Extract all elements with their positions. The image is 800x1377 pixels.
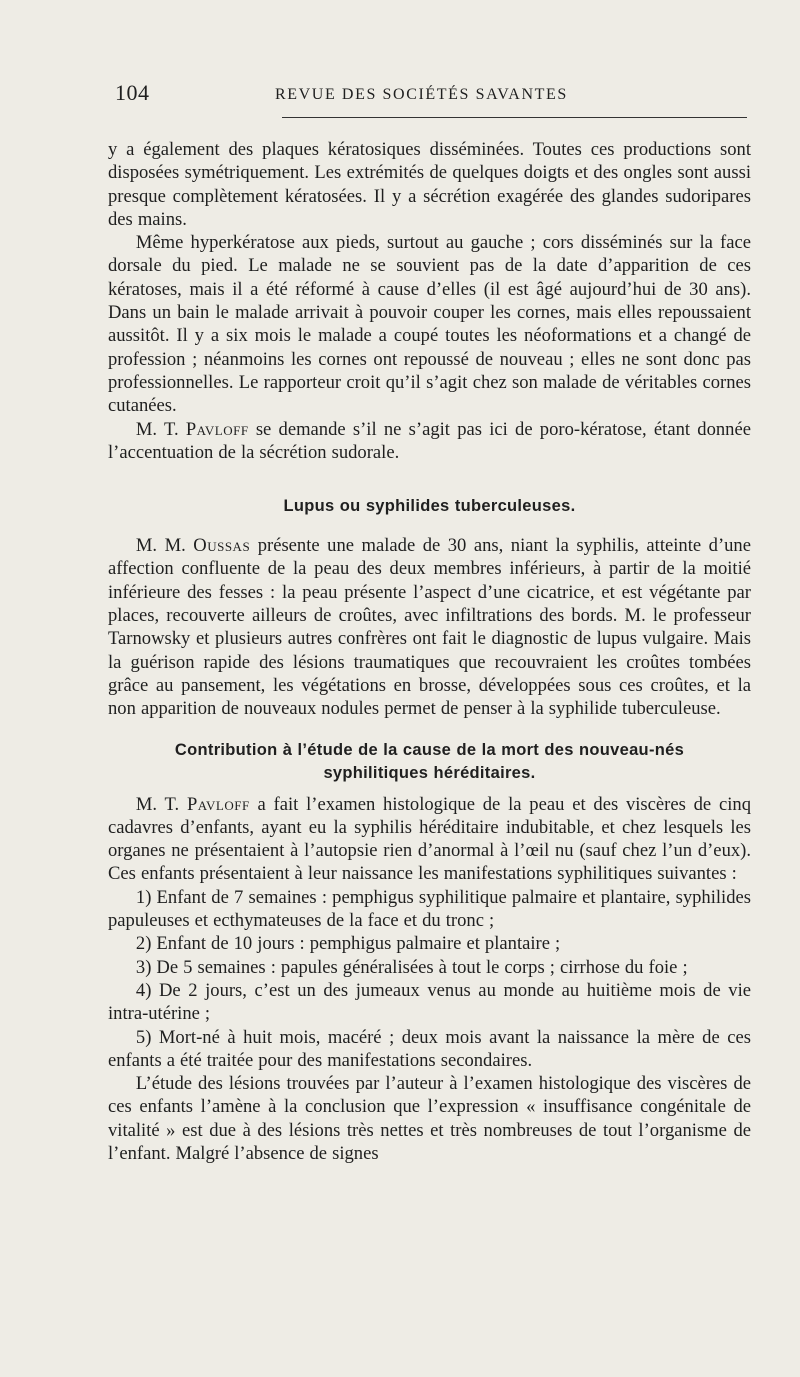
section-title-lupus: Lupus ou syphilides tuberculeuses.: [283, 497, 576, 516]
header-rule: [282, 117, 747, 118]
speaker-prefix: M. M.: [135, 535, 186, 557]
paragraph-3: [108, 418, 751, 465]
paragraph-4: [108, 534, 751, 720]
paragraph-2: Même hyperkératose aux pieds, surtout au gauche ; cors disséminés sur la face dorsale du pied. Le malade ne se souvient pas de la date d’apparition de ces kératoses, mais il a été réformé à cause d’elles (il est âgé aujourd’hui de 30 ans). Dans un bain le malade arrivait à pouvoir couper les cornes, mais elles repoussaient aussitôt. Il y a six mois le malade a coupé toutes les néoformations et a changé de profession ; néanmoins les cornes ont repoussé de nouveau ; elles ne sont donc pas professionnelles. Le rapporteur croit qu’il s’agit chez son malade de véritables cornes cutanées.: [108, 232, 751, 417]
paragraph-4-text: présente une malade de 30 ans, niant la syphilis, atteinte d’une affection confluente de la peau des deux membres inférieurs, à partir de la moitié inférieure des fesses : la peau présente l’aspect d’une cicatrice, et est végétante par places, recouverte ailleurs de croûtes, avec infiltrations des bords. M. le professeur Tarnowsky et plusieurs autres confrères ont fait le diagnostic de lupus vulgaire. Mais la guérison rapide des lésions traumatiques que recouvraient les croûtes tombées grâce au pansement, les végétations en brosse, développées sous ces croûtes, et la non apparition de nouveaux nodules permet de penser à la syphilide tuberculeuse.: [108, 535, 751, 720]
list-item: 3) De 5 semaines : papules généralisées à tout le corps ; cirrhose du foie ;: [135, 956, 688, 978]
page-number: 104: [115, 80, 150, 105]
paragraph-6: L’étude des lésions trouvées par l’auteur à l’examen histologique des viscères de ces enfants l’amène à la conclusion que l’expression « insuffisance congénitale de vitalité » est due à des lésions très nettes et très nombreuses de tout l’organisme de l’enfant. Malgré l’absence de signes: [108, 1073, 751, 1164]
section-title-contribution: [108, 739, 751, 785]
list-item: 5) Mort-né à huit mois, macéré ; deux mois avant la naissance la mère de ces enfants a été traitée pour des manifestations secondaires.: [108, 1026, 751, 1071]
paragraph-5: [108, 793, 751, 886]
body-text: [108, 138, 751, 1165]
speaker-name: Pavloff: [186, 793, 250, 815]
paragraph-3-text: se demande s’il ne s’agit pas ici de poro-kératose, étant donnée l’accentuation de la sécrétion sudorale.: [108, 418, 751, 463]
list-item: 2) Enfant de 10 jours : pemphigus palmaire et plantaire ;: [135, 933, 561, 955]
list-item: 4) De 2 jours, c’est un des jumeaux venus au monde au huitième mois de vie intra-utérine ;: [108, 979, 751, 1025]
page-header: [115, 80, 747, 110]
speaker-name: Pavloff: [185, 418, 249, 440]
speaker-prefix: M. T.: [135, 793, 180, 815]
speaker-prefix: M. T.: [135, 418, 179, 440]
list-item: 1) Enfant de 7 semaines : pemphigus syphilitique palmaire et plantaire, syphilides papuleuses et ecthymateuses de la face et du tronc ;: [108, 886, 751, 932]
speaker-name: Oussas: [193, 535, 251, 557]
paragraph-5-text: a fait l’examen histologique de la peau et des viscères de cinq cadavres d’enfants, ayant eu la syphilis héréditaire indubitable, et chez lesquels les organes ne présentaient à l’autopsie rien d’anormal à l’œil nu (sauf chez l’un d’eux). Ces enfants présentaient à leur naissance les manifestations syphilitiques suivantes :: [108, 793, 751, 885]
paragraph-1: y a également des plaques kératosiques disséminées. Toutes ces productions sont disposées symétriquement. Les extrémités de quelques doigts et des ongles sont aussi presque complètement kératosées. Il y a sécrétion exagérée des glandes sudoripares des mains.: [108, 139, 751, 230]
section-title-line-2: syphilitiques héréditaires.: [323, 763, 536, 782]
running-head: REVUE DES SOCIÉTÉS SAVANTES: [275, 86, 568, 103]
section-title-line-1: Contribution à l’étude de la cause de la mort des nouveau-nés: [174, 740, 685, 759]
